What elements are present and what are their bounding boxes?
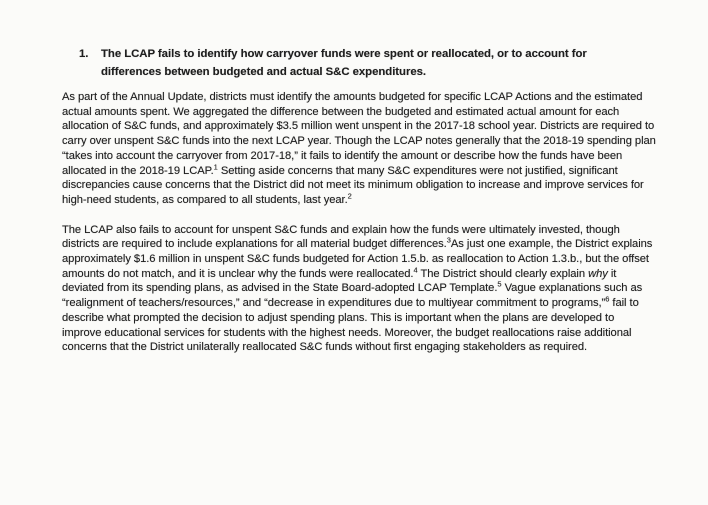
heading-text: The LCAP fails to identify how carryover funds were spent or reallocated, or to account for differences between budgeted and actual S&C expenditures.	[101, 48, 587, 78]
footnote-reference: 1	[213, 161, 218, 171]
text-run: As part of the Annual Update, districts must identify the amounts budgeted for specific LCAP Actions and the estimated actual amounts spent. We aggregated the difference between the budgeted and estimated actual amount for each allocation of S&C funds, and approximately $3.5 million went unspent in the 2017-18 school year. Districts are required to carry over unspent S&C funds into the next LCAP year. Though the LCAP notes generally that the 2018-19 spending plan “takes into account the carryover from 2017-18,” it fails to identify the amount or describe how the funds have been allocated in the 2018-19 LCAP.	[62, 91, 656, 177]
footnote-reference: 6	[605, 294, 610, 304]
footnote-reference: 2	[347, 191, 352, 201]
section-heading	[79, 46, 624, 81]
text-run: fail to describe what prompted the decision to adjust spending plans. This is important when the plans are developed to improve educational services for students with the highest needs. Moreover, the budget reallocations raise additional concerns that the District unilaterally reallocated S&C funds without first engaging stakeholders as required.	[62, 297, 639, 354]
paragraph	[62, 90, 656, 208]
document-body	[62, 90, 656, 370]
text-run: why	[588, 267, 608, 280]
footnote-reference: 5	[497, 279, 502, 289]
text-run: The LCAP also fails to account for unspent S&C funds and explain how the funds were ultimately invested, though districts are required to include explanations for all material budget differences.	[62, 223, 620, 251]
text-run: it deviated from its spending plans, as advised in the State Board-adopted LCAP Template.	[62, 267, 617, 295]
text-run: Vague explanations such as “realignment of teachers/resources,” and “decrease in expenditures due to multiyear commitment to programs,”	[62, 282, 643, 310]
list-number: 1.	[79, 48, 89, 60]
text-run: Setting aside concerns that many S&C expenditures were not justified, significant discrepancies cause concerns that the District did not meet its minimum obligation to increase and improve services for high-need students, as compared to all students, last year.	[62, 164, 644, 206]
footnote-reference: 3	[446, 235, 451, 245]
text-run: The District should clearly explain	[417, 267, 589, 280]
paragraph	[62, 223, 656, 355]
footnote-reference: 4	[413, 265, 418, 274]
text-run: As just one example, the District explains approximately $1.6 million in unspent S&C funds budgeted for Action 1.5.b. as reallocation to Action 1.3.b., but the offset amounts do not match, and it is unclear why the funds were reallocated.	[62, 238, 653, 280]
